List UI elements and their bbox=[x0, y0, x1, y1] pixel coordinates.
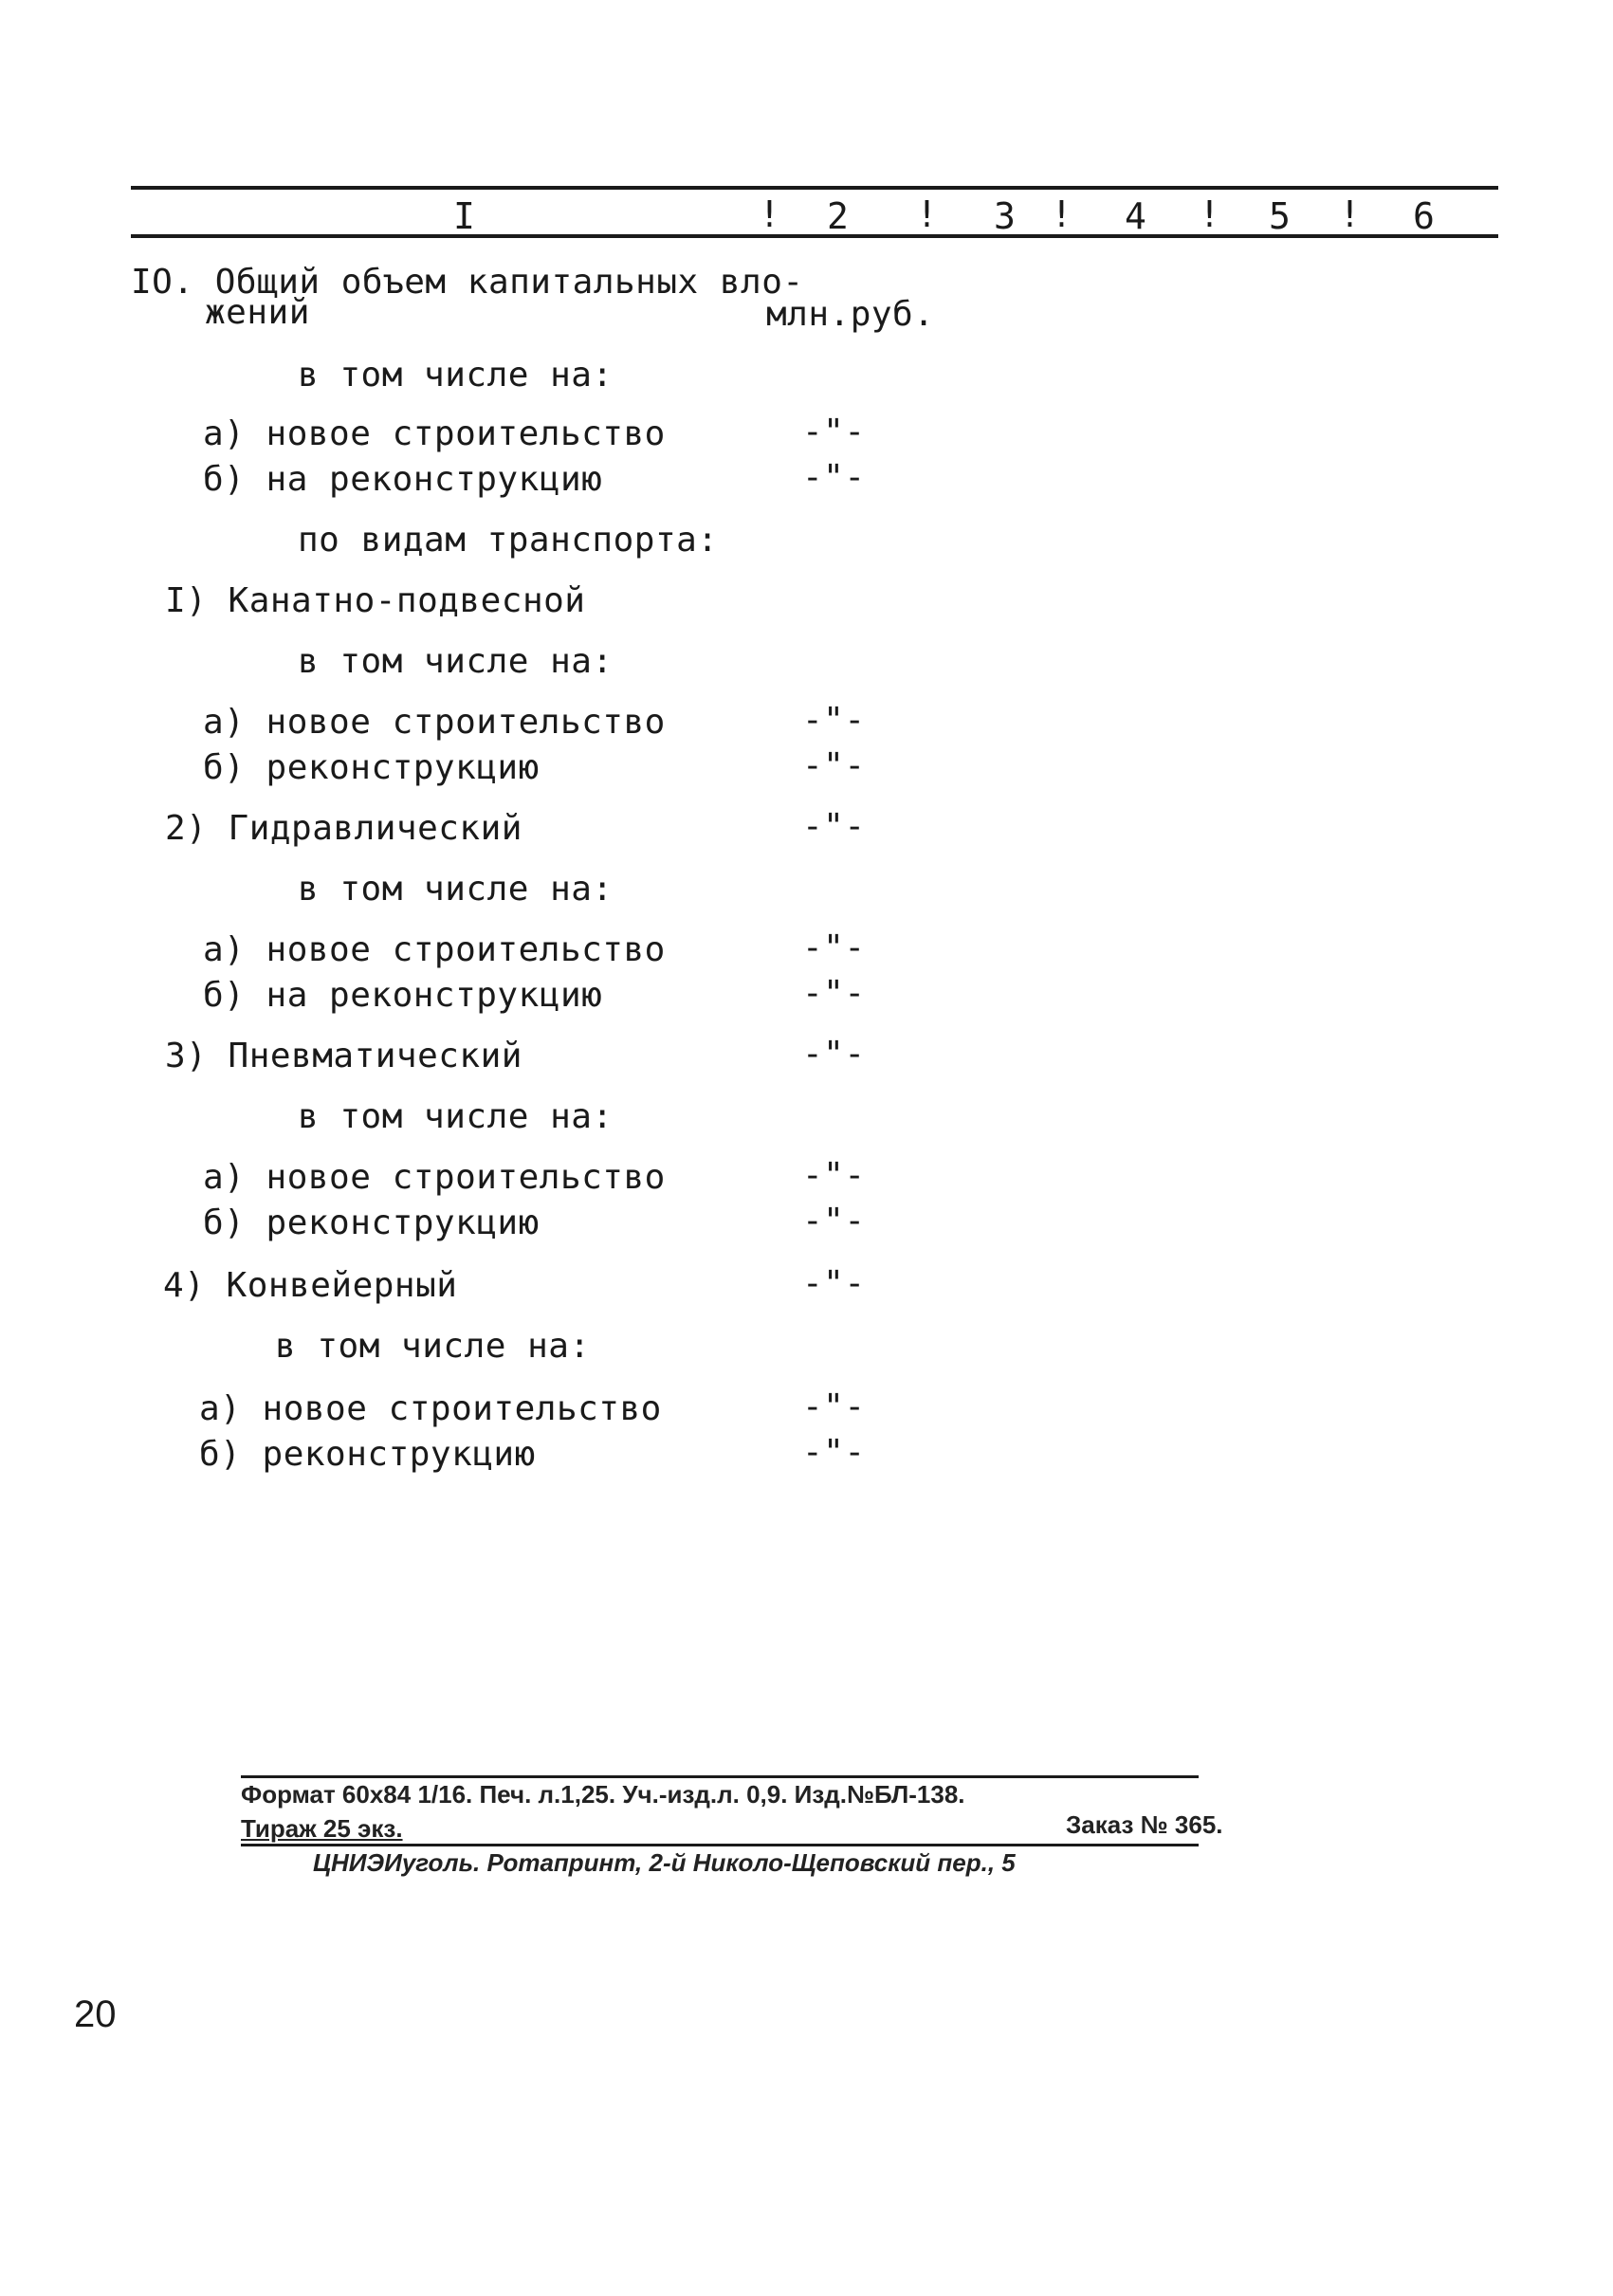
row-label: а) новое строительство bbox=[203, 414, 666, 453]
imprint-top-rule bbox=[241, 1775, 1199, 1778]
column-separator: ! bbox=[759, 193, 780, 235]
row-unit: -"- bbox=[802, 1156, 866, 1195]
row-label: б) реконструкцию bbox=[203, 748, 540, 787]
imprint-line-1: Формат 60х84 1/16. Печ. л.1,25. Уч.-изд.л. 0,9. Изд.№БЛ-138. bbox=[241, 1780, 965, 1809]
row-label: в том числе на: bbox=[298, 1097, 614, 1136]
column-header-2: 2 bbox=[827, 195, 849, 237]
row-label: в том числе на: bbox=[298, 356, 614, 395]
imprint-block bbox=[241, 1779, 1223, 1893]
header-top-rule bbox=[131, 186, 1498, 190]
row-label: а) новое строительство bbox=[203, 930, 666, 969]
row-label: в том числе на: bbox=[298, 870, 614, 909]
row-label: б) на реконструкцию bbox=[203, 460, 603, 499]
column-header-1: I bbox=[453, 195, 475, 237]
row-label: 3) Пневматический bbox=[165, 1037, 522, 1075]
row-label: жений bbox=[205, 293, 310, 332]
column-header-5: 5 bbox=[1269, 195, 1291, 237]
column-header-4: 4 bbox=[1125, 195, 1146, 237]
column-header-6: 6 bbox=[1413, 195, 1435, 237]
row-unit: -"- bbox=[802, 413, 866, 451]
column-separator: ! bbox=[1199, 193, 1220, 235]
imprint-line-2-left: Тираж 25 экз. bbox=[241, 1814, 403, 1843]
page-number: 20 bbox=[74, 1993, 117, 2035]
row-label: 4) Конвейерный bbox=[163, 1266, 458, 1305]
row-label: в том числе на: bbox=[298, 642, 614, 681]
row-label: а) новое строительство bbox=[203, 1158, 666, 1197]
row-unit: -"- bbox=[802, 1387, 866, 1426]
row-unit: -"- bbox=[802, 1202, 866, 1240]
row-unit: -"- bbox=[802, 458, 866, 497]
row-label: 2) Гидравлический bbox=[165, 809, 522, 848]
column-header-3: 3 bbox=[994, 195, 1016, 237]
row-label: I) Канатно-подвесной bbox=[165, 581, 586, 620]
row-label: по видам транспорта: bbox=[298, 521, 719, 560]
row-unit: -"- bbox=[802, 1433, 866, 1472]
column-separator: ! bbox=[1051, 193, 1072, 235]
row-label: а) новое строительство bbox=[199, 1389, 662, 1428]
row-unit: -"- bbox=[802, 1264, 866, 1303]
column-separator: ! bbox=[916, 193, 938, 235]
imprint-middle-rule bbox=[241, 1844, 1199, 1846]
column-separator: ! bbox=[1339, 193, 1361, 235]
row-label: б) на реконструкцию bbox=[203, 976, 603, 1015]
row-unit: -"- bbox=[802, 974, 866, 1013]
row-unit: -"- bbox=[802, 1035, 866, 1074]
imprint-line-3: ЦНИЭИуголь. Ротапринт, 2-й Николо-Щеповский пер., 5 bbox=[313, 1848, 1016, 1877]
row-label: IO. Общий объем капитальных вло- bbox=[131, 263, 804, 302]
row-unit: -"- bbox=[802, 807, 866, 846]
imprint-line-2-right: Заказ № 365. bbox=[1066, 1810, 1223, 1839]
header-bottom-rule bbox=[131, 234, 1498, 238]
row-label: б) реконструкцию bbox=[199, 1435, 536, 1474]
row-label: в том числе на: bbox=[275, 1327, 591, 1366]
row-label: б) реконструкцию bbox=[203, 1203, 540, 1242]
row-unit: -"- bbox=[802, 928, 866, 967]
row-label: а) новое строительство bbox=[203, 703, 666, 742]
row-unit: -"- bbox=[802, 701, 866, 740]
row-unit: млн.руб. bbox=[766, 295, 935, 334]
row-unit: -"- bbox=[802, 746, 866, 785]
